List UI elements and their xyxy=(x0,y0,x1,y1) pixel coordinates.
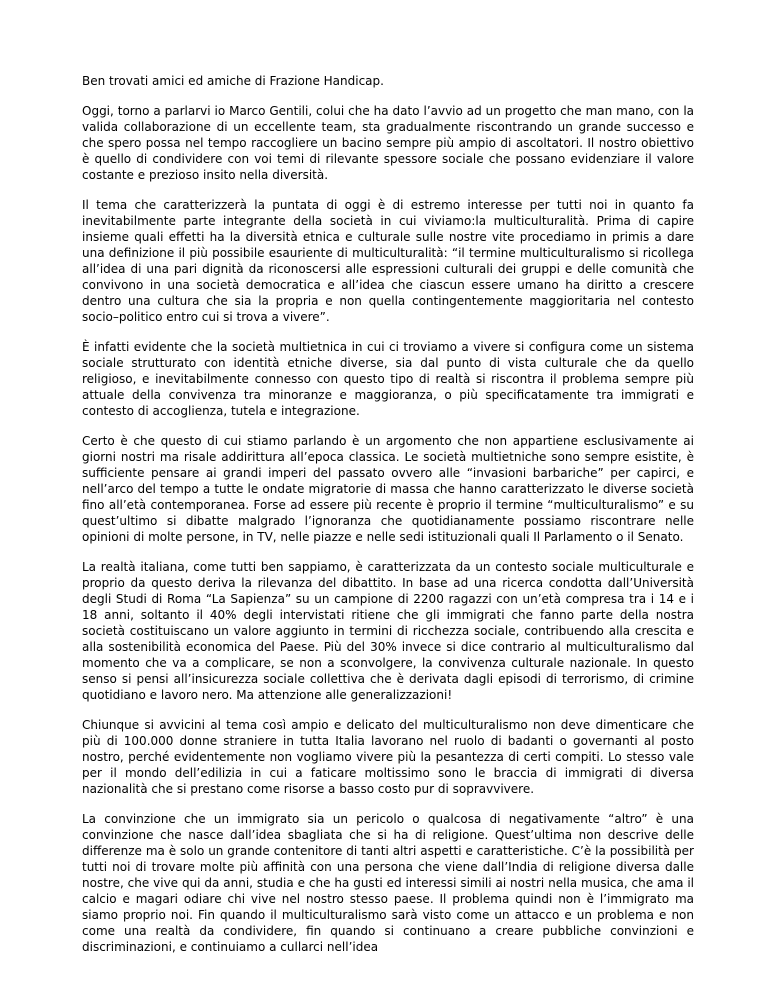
paragraph-greeting: Ben trovati amici ed amiche di Frazione Handicap. xyxy=(82,74,384,88)
document-page xyxy=(82,73,694,969)
paragraph-topic-definition: Il tema che caratterizzerà la puntata di oggi è di estremo interesse per tutti noi in quanto fa inevitabilmente parte integrante della società in cui viviamo:la multiculturalità. Prima di capire insieme quali effetti ha la diversità etnica e culturale sulle nostre vite procediamo in primis a dare una definizione il più possibile esauriente di multiculturalità: “il termine multiculturalismo si ricollega all’idea di una pari dignità da riconoscersi alle espressioni culturali dei gruppi e delle comunità che convivono in una società democratica e all’idea che ciascun essere umano ha diritto a crescere dentro una cultura che sia la propria e non quella contingentemente maggioritaria nel contesto socio–politico entro cui si trova a vivere”. xyxy=(82,198,694,324)
paragraph-italian-reality: La realtà italiana, come tutti ben sappiamo, è caratterizzata da un contesto sociale multiculturale e proprio da questo deriva la rilevanza del dibattito. In base ad una ricerca condotta dall’Università degli Studi di Roma “La Sapienza” su un campione di 2200 ragazzi con un’età compresa tra i 14 e i 18 anni, soltanto il 40% degli intervistati ritiene che gli immigrati che fanno parte della nostra società costituiscano un valore aggiunto in termini di ricchezza sociale, contribuendo alla crescita e alla sostenibilità economica del Paese. Più del 30% invece si dice contrario al multiculturalismo dal momento che va a complicare, se non a sconvolgere, la convivenza culturale nazionale. In questo senso si pensi all’insicurezza sociale collettiva che è derivata dagli episodi di terrorismo, di crimine quotidiano e lavoro nero. Ma attenzione alle generalizzazioni! xyxy=(82,560,694,702)
paragraph-history: Certo è che questo di cui stiamo parlando è un argomento che non appartiene esclusivamente ai giorni nostri ma risale addirittura all’epoca classica. Le società multietniche sono sempre esistite, è sufficiente pensare ai grandi imperi del passato ovvero alle “invasioni barbariche” per capirci, e nell’arco del tempo a tutte le ondate migratorie di massa che hanno caratterizzato le diverse società fino all’età contemporanea. Forse ad essere più recente è proprio il termine “multiculturalismo” e su quest’ultimo si dibatte malgrado l’ignoranza che quotidianamente possiamo riscontrare nelle opinioni di molte persone, in TV, nelle piazze e nelle sedi istituzionali quali Il Parlamento o il Senato. xyxy=(82,434,694,544)
paragraph-multiethnic-society: È infatti evidente che la società multietnica in cui ci troviamo a vivere si configura come un sistema sociale strutturato con identità etniche diverse, sia dal punto di vista culturale che da quello religioso, e inevitabilmente connesso con questo tipo di realtà si riscontra il problema sempre più attuale della convivenza tra minoranze e maggioranza, o più specificatamente tra immigrati e contesto di accoglienza, tutela e integrazione. xyxy=(82,340,694,418)
paragraph-introduction: Oggi, torno a parlarvi io Marco Gentili, colui che ha dato l’avvio ad un progetto che man mano, con la valida collaborazione di un eccellente team, sta gradualmente riscontrando un grande successo e che spero possa nel tempo raccogliere un bacino sempre più ampio di ascoltatori. Il nostro obiettivo è quello di condividere con voi temi di rilevante spessore sociale che possano evidenziare il valore costante e prezioso insito nella diversità. xyxy=(82,104,694,182)
paragraph-workers: Chiunque si avvicini al tema così ampio e delicato del multiculturalismo non deve dimenticare che più di 100.000 donne straniere in tutta Italia lavorano nel ruolo di badanti o governanti al posto nostro, perché evidentemente non vogliamo vivere più la pesantezza di certi compiti. Lo stesso vale per il mondo dell’edilizia in cui a faticare moltissimo sono le braccia di immigrati di diversa nazionalità che si prestano come risorse a basso costo pur di sopravvivere. xyxy=(82,718,694,796)
paragraph-religion: La convinzione che un immigrato sia un pericolo o qualcosa di negativamente “altro” è una convinzione che nasce dall’idea sbagliata che si ha di religione. Quest’ultima non descrive delle differenze ma è solo un grande contenitore di tanti altri aspetti e caratteristiche. C’è la possibilità per tutti noi di trovare molte più affinità con una persona che viene dall’India di religione diversa dalle nostre, che vive qui da anni, studia e che ha gusti ed interessi simili ai nostri nella musica, che ama il calcio e magari odiare chi vive nel nostro stesso paese. Il problema quindi non è l’immigrato ma siamo proprio noi. Fin quando il multiculturalismo sarà visto come un attacco e un problema e non come una realtà da condividere, fin quando si continuano a creare pubbliche convinzioni e discriminazioni, e continuiamo a cullarci nell’idea xyxy=(82,812,694,954)
